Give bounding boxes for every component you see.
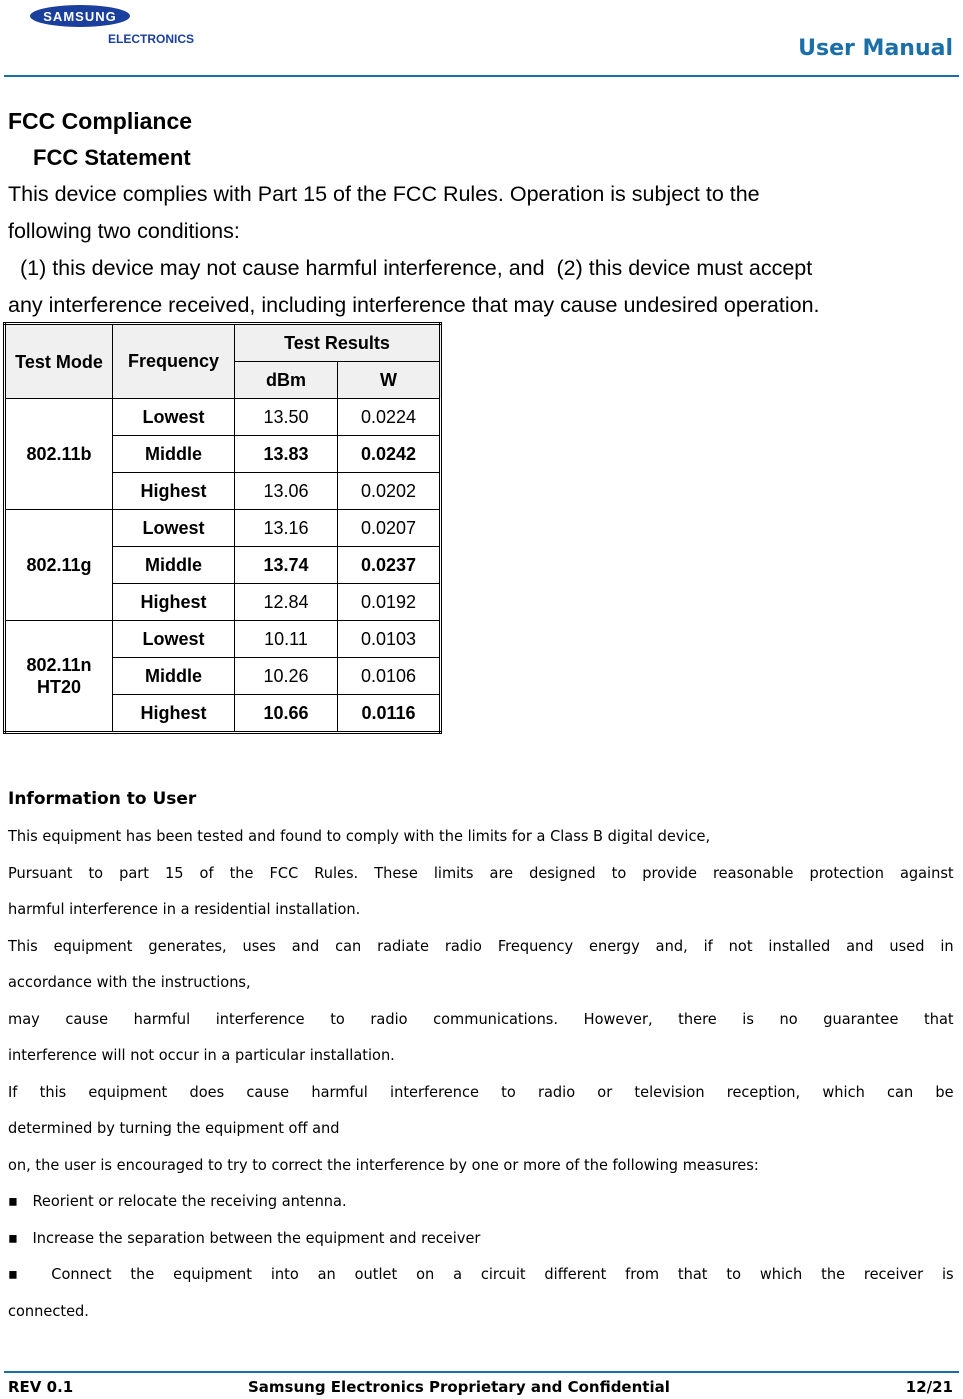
w-value-cell: 0.0207 [338, 510, 441, 547]
revision-label: REV 0.1 [8, 1378, 74, 1396]
bullet-text: Connect the equipment into an outlet on a circuit different from that to which the receiver is [32, 1265, 954, 1283]
info-line: determined by turning the equipment off and [8, 1119, 340, 1137]
table-row [5, 510, 441, 547]
info-line: connected. [8, 1301, 89, 1320]
w-value-cell: 0.0116 [338, 695, 441, 733]
header-w: W [338, 362, 441, 399]
info-line: This equipment generates, uses and can radiate radio Frequency energy and, if not installed and used in [8, 936, 954, 955]
dbm-value-cell: 13.16 [235, 510, 338, 547]
w-value-cell: 0.0237 [338, 547, 441, 584]
intro-line: (1) this device may not cause harmful interference, and (2) this device must accept [8, 256, 813, 280]
dbm-value-cell: 13.50 [235, 399, 338, 436]
bullet-icon: ▪ [8, 1192, 18, 1210]
section-title: FCC Compliance [8, 108, 193, 134]
frequency-cell: Highest [113, 695, 235, 733]
table-row [5, 399, 441, 436]
frequency-cell: Middle [113, 658, 235, 695]
w-value-cell: 0.0202 [338, 473, 441, 510]
info-body [8, 818, 954, 1329]
table-row [5, 621, 441, 658]
info-line: Pursuant to part 15 of the FCC Rules. These limits are designed to provide reasonable protection against [8, 863, 954, 882]
dbm-value-cell: 12.84 [235, 584, 338, 621]
svg-text:SAMSUNG: SAMSUNG [43, 9, 117, 24]
page-number: 12/21 [905, 1378, 953, 1396]
info-line: on, the user is encouraged to try to correct the interference by one or more of the following measures: [8, 1155, 759, 1174]
bullet-item [8, 1183, 954, 1220]
w-value-cell: 0.0106 [338, 658, 441, 695]
w-value-cell: 0.0103 [338, 621, 441, 658]
frequency-cell: Lowest [113, 399, 235, 436]
info-line: may cause harmful interference to radio communications. However, there is no guarantee that [8, 1009, 954, 1028]
bullet-icon: ▪ [8, 1265, 18, 1283]
header-dbm: dBm [235, 362, 338, 399]
info-line: This equipment has been tested and found to comply with the limits for a Class B digital device, [8, 827, 711, 845]
test-results-table [3, 322, 442, 734]
bullet-item [8, 1220, 954, 1257]
frequency-cell: Middle [113, 547, 235, 584]
document-title: User Manual [798, 36, 953, 61]
bullet-icon: ▪ [8, 1228, 18, 1247]
confidentiality-notice: Samsung Electronics Proprietary and Confidential [248, 1378, 670, 1396]
bullet-text: Reorient or relocate the receiving antenna. [32, 1192, 347, 1210]
info-line: If this equipment does cause harmful interference to radio or television reception, which can be [8, 1082, 954, 1101]
frequency-cell: Middle [113, 436, 235, 473]
svg-text:ELECTRONICS: ELECTRONICS [108, 32, 195, 46]
dbm-value-cell: 10.26 [235, 658, 338, 695]
intro-line: This device complies with Part 15 of the FCC Rules. Operation is subject to the [8, 182, 760, 206]
header-frequency: Frequency [113, 324, 235, 399]
dbm-value-cell: 13.06 [235, 473, 338, 510]
dbm-value-cell: 13.83 [235, 436, 338, 473]
intro-line: any interference received, including interference that may cause undesired operation. [8, 293, 820, 317]
frequency-cell: Highest [113, 473, 235, 510]
bullet-text: Increase the separation between the equipment and receiver [32, 1228, 481, 1247]
dbm-value-cell: 10.66 [235, 695, 338, 733]
test-mode-cell: 802.11g [5, 510, 113, 621]
intro-line: following two conditions: [8, 219, 240, 243]
header-test-results: Test Results [235, 324, 441, 362]
w-value-cell: 0.0192 [338, 584, 441, 621]
w-value-cell: 0.0224 [338, 399, 441, 436]
footer-divider [4, 1371, 959, 1373]
info-line: interference will not occur in a particular installation. [8, 1046, 395, 1064]
frequency-cell: Highest [113, 584, 235, 621]
w-value-cell: 0.0242 [338, 436, 441, 473]
frequency-cell: Lowest [113, 510, 235, 547]
dbm-value-cell: 13.74 [235, 547, 338, 584]
info-heading: Information to User [8, 789, 197, 809]
info-line: harmful interference in a residential installation. [8, 900, 361, 918]
test-mode-cell: 802.11b [5, 399, 113, 510]
footer [8, 1378, 953, 1398]
frequency-cell: Lowest [113, 621, 235, 658]
test-mode-cell: 802.11n HT20 [5, 621, 113, 733]
samsung-logo [28, 2, 198, 50]
dbm-value-cell: 10.11 [235, 621, 338, 658]
header-test-mode: Test Mode [5, 324, 113, 399]
intro-paragraph [8, 176, 948, 324]
info-line: accordance with the instructions, [8, 973, 251, 991]
section-subtitle: FCC Statement [33, 145, 191, 170]
bullet-item [8, 1256, 954, 1293]
header-divider [4, 75, 959, 77]
